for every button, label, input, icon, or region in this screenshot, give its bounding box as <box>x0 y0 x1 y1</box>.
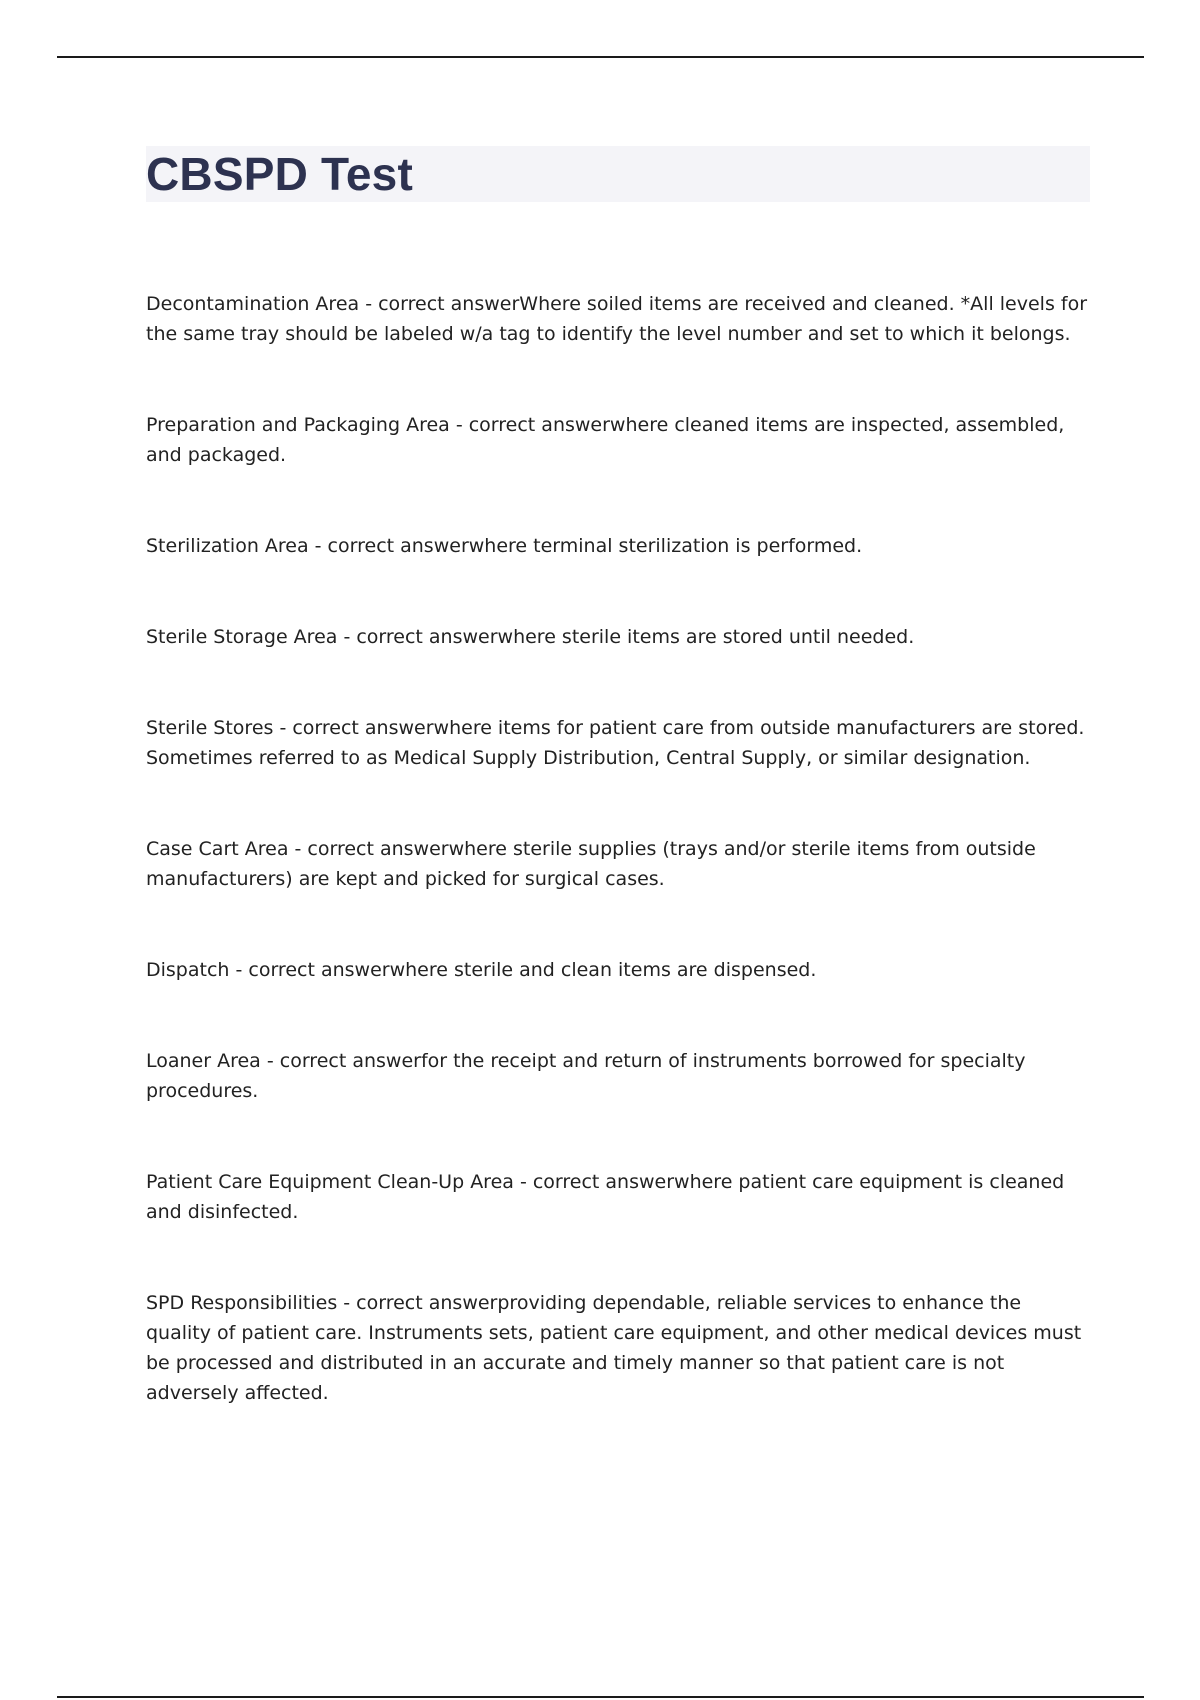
bottom-rule <box>57 1696 1144 1698</box>
entry-case-cart-area: Case Cart Area - correct answerwhere sterile supplies (trays and/or sterile items from outside manufacturers) are kept and picked for surgical cases. <box>146 838 1036 890</box>
entry-sterile-stores: Sterile Stores - correct answerwhere items for patient care from outside manufacturers are stored. Sometimes referred to as Medical Supply Distribution, Central Supply, or similar designation. <box>146 717 1085 769</box>
entry-loaner-area: Loaner Area - correct answerfor the receipt and return of instruments borrowed for specialty procedures. <box>146 1050 1026 1102</box>
entry-sterile-storage-area: Sterile Storage Area - correct answerwhere sterile items are stored until needed. <box>146 626 915 648</box>
entry-decontamination-area: Decontamination Area - correct answerWhere soiled items are received and cleaned. *All levels for the same tray should be labeled w/a tag to identify the level number and set to which it belongs. <box>146 293 1088 345</box>
entry-patient-care-equipment-cleanup: Patient Care Equipment Clean-Up Area - correct answerwhere patient care equipment is cleaned and disinfected. <box>146 1171 1065 1223</box>
entries-list <box>146 289 1091 1469</box>
title-banner <box>146 146 1090 202</box>
entry-preparation-packaging-area: Preparation and Packaging Area - correct answerwhere cleaned items are inspected, assembled, and packaged. <box>146 414 1065 466</box>
entry-sterilization-area: Sterilization Area - correct answerwhere terminal sterilization is performed. <box>146 535 863 557</box>
entry-dispatch: Dispatch - correct answerwhere sterile and clean items are dispensed. <box>146 959 817 981</box>
top-rule <box>57 56 1144 58</box>
entry-spd-responsibilities: SPD Responsibilities - correct answerproviding dependable, reliable services to enhance the quality of patient care. Instruments sets, patient care equipment, and other medical devices must be processed and distributed in an accurate and timely manner so that patient care is not adversely affected. <box>146 1292 1082 1404</box>
page-title: CBSPD Test <box>146 148 413 200</box>
